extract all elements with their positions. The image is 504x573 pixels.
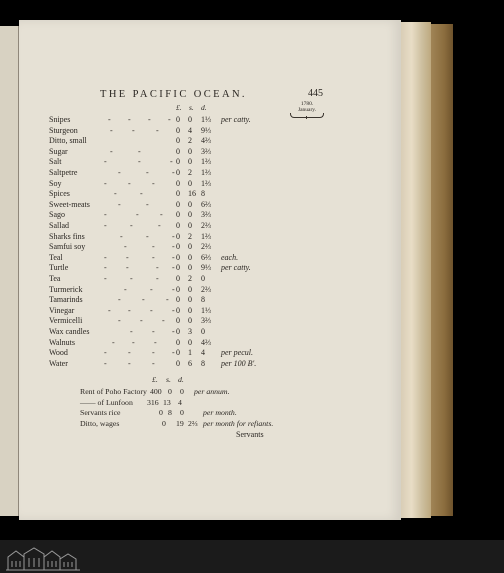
leader-dash: - (132, 125, 135, 135)
table-row (0, 253, 382, 263)
price-note: per catty. (221, 263, 251, 273)
pence-value: 1⅔ (201, 157, 211, 167)
shillings-value: 0 (188, 146, 192, 156)
leader-dash: - (104, 252, 107, 262)
rent-head-pence: d. (178, 375, 184, 384)
leader-dash: - (114, 189, 117, 199)
item-name: Turtle (49, 263, 69, 273)
shillings-value: 0 (188, 263, 192, 273)
pence-value: 2⅔ (201, 221, 211, 230)
leader-dash: - (148, 115, 151, 124)
column-head-shillings: s. (189, 103, 194, 112)
table-row (0, 274, 382, 284)
rent-pounds: 0 (162, 419, 166, 428)
pounds-value: 0 (176, 146, 180, 156)
item-name: Wax candles (49, 327, 90, 336)
running-head: THE PACIFIC OCEAN. (100, 89, 247, 100)
item-name: Sago (49, 210, 65, 220)
rent-shillings: 8 (168, 408, 172, 417)
leader-dash: - (104, 210, 107, 220)
shillings-value: 2 (188, 274, 192, 283)
item-name: Sturgeon (49, 125, 78, 135)
column-head-pence: d. (201, 103, 207, 112)
shillings-value: 0 (188, 115, 192, 124)
leader-dash: - (128, 358, 131, 368)
leader-dash: - (128, 305, 131, 315)
price-note: each. (221, 252, 239, 262)
pounds-value: 0 (176, 136, 180, 146)
table-row (0, 338, 382, 348)
rent-note: per month for refiants. (203, 419, 274, 428)
item-name: Vermicelli (49, 316, 83, 326)
rent-head-pounds: £. (152, 375, 158, 384)
pence-value: 1⅓ (201, 115, 211, 124)
shillings-value: 16 (188, 189, 196, 199)
leader-dash: - (160, 210, 163, 220)
table-row (0, 285, 382, 295)
leader-dash: - (152, 178, 155, 188)
leader-dash: - (152, 327, 155, 336)
leader-dash: - (152, 252, 155, 262)
library-building-logo (4, 545, 82, 572)
pounds-value: 0 (176, 327, 180, 336)
rent-label: —— of Lunfoon (80, 398, 133, 407)
shillings-value: 2 (188, 136, 192, 146)
book-cover-edge (431, 24, 453, 516)
pounds-value: 0 (176, 168, 180, 177)
pounds-value: 0 (176, 157, 180, 167)
leader-dash: - (130, 327, 133, 336)
pounds-value: 0 (176, 231, 180, 241)
pounds-value: 0 (176, 178, 180, 188)
item-name: Teal (49, 252, 63, 262)
rent-pence: 0 (180, 408, 184, 417)
shillings-value: 0 (188, 199, 192, 209)
marginal-month: January. (297, 107, 317, 113)
pence-value: 3⅔ (201, 316, 211, 326)
leader-dash: - (172, 168, 175, 177)
pence-value: 1⅓ (201, 305, 211, 315)
pounds-value: 0 (176, 263, 180, 273)
rent-note: per annum. (194, 387, 230, 396)
table-row (0, 200, 382, 210)
table-row (0, 316, 382, 326)
item-name: Sweet-meats (49, 199, 90, 209)
rent-label: Servants rice (80, 408, 121, 417)
rent-note: per month. (203, 408, 237, 417)
catchword: Servants (236, 430, 264, 439)
pounds-value: 0 (176, 337, 180, 347)
leader-dash: - (152, 242, 155, 252)
pence-value: 8 (201, 189, 205, 199)
table-row (0, 221, 382, 231)
pence-value: 4⅔ (201, 136, 211, 146)
leader-dash: - (168, 115, 171, 124)
leader-dash: - (108, 305, 111, 315)
pounds-value: 0 (176, 199, 180, 209)
leader-dash: - (104, 348, 107, 358)
leader-dash: - (154, 337, 157, 347)
rent-pounds: 0 (159, 408, 163, 417)
table-row (0, 115, 382, 125)
item-name: Sugar (49, 146, 68, 156)
pounds-value: 0 (176, 274, 180, 283)
leader-dash: - (138, 157, 141, 167)
leader-dash: - (132, 337, 135, 347)
rent-shillings: 13 (163, 398, 171, 407)
shillings-value: 3 (188, 327, 192, 336)
rent-pence: 0 (180, 387, 184, 396)
item-name: Spices (49, 189, 70, 199)
rent-label: Ditto, wages (80, 419, 120, 428)
rent-pounds: 400 (150, 387, 162, 396)
shillings-value: 2 (188, 168, 192, 177)
table-row (0, 189, 382, 199)
item-name: Soy (49, 178, 62, 188)
leader-dash: - (172, 263, 175, 273)
pounds-value: 0 (176, 316, 180, 326)
shillings-value: 2 (188, 231, 192, 241)
leader-dash: - (104, 263, 107, 273)
table-row (0, 126, 382, 136)
leader-dash: - (172, 327, 175, 336)
leader-dash: - (130, 221, 133, 230)
leader-dash: - (166, 295, 169, 305)
rent-shillings: 0 (168, 387, 172, 396)
pence-value: 3⅔ (201, 146, 211, 156)
item-name: Walnuts (49, 337, 76, 347)
leader-dash: - (104, 178, 107, 188)
marginal-year: 1780. (300, 101, 314, 107)
shillings-value: 6 (188, 358, 192, 368)
leader-dash: - (150, 284, 153, 294)
shillings-value: 0 (188, 316, 192, 326)
shillings-value: 0 (188, 337, 192, 347)
leader-dash: - (120, 231, 123, 241)
leader-dash: - (136, 210, 139, 220)
shillings-value: 0 (188, 210, 192, 220)
item-name: Sharks fins (49, 231, 85, 241)
pence-value: 0 (201, 274, 205, 283)
rent-label: Rent of Poho Factory (80, 387, 147, 396)
table-row (0, 136, 382, 146)
leader-dash: - (142, 295, 145, 305)
table-row (0, 210, 382, 220)
leader-dash: - (140, 316, 143, 326)
item-name: Saltpetre (49, 168, 78, 177)
marginal-date-note (292, 101, 322, 113)
leader-dash: - (172, 348, 175, 358)
table-row (0, 306, 382, 316)
pence-value: 4⅔ (201, 337, 211, 347)
leader-dash: - (140, 189, 143, 199)
shillings-value: 0 (188, 221, 192, 230)
leader-dash: - (172, 252, 175, 262)
table-row (0, 359, 382, 369)
leader-dash: - (118, 295, 121, 305)
pounds-value: 0 (176, 348, 180, 358)
leader-dash: - (126, 252, 129, 262)
rent-pounds: 316 (147, 398, 159, 407)
page-fore-edge (401, 22, 431, 518)
shillings-value: 0 (188, 242, 192, 252)
pounds-value: 0 (176, 115, 180, 124)
pence-value: 2⅔ (201, 242, 211, 252)
rent-shillings: 19 (176, 419, 184, 428)
leader-dash: - (152, 348, 155, 358)
shillings-value: 0 (188, 252, 192, 262)
rent-head-shillings: s. (166, 375, 171, 384)
pounds-value: 0 (176, 242, 180, 252)
pence-value: 1⅔ (201, 178, 211, 188)
leader-dash: - (110, 146, 113, 156)
leader-dash: - (118, 168, 121, 177)
price-note: per 100 B'. (221, 358, 257, 368)
price-note: per catty. (221, 115, 251, 124)
leader-dash: - (128, 178, 131, 188)
item-name: Salt (49, 157, 62, 167)
rent-pence: 2⅔ (188, 419, 198, 428)
pounds-value: 0 (176, 210, 180, 220)
pounds-value: 0 (176, 305, 180, 315)
shillings-value: 0 (188, 178, 192, 188)
pounds-value: 0 (176, 358, 180, 368)
shillings-value: 0 (188, 284, 192, 294)
shillings-value: 0 (188, 305, 192, 315)
item-name: Sallad (49, 221, 69, 230)
leader-dash: - (146, 231, 149, 241)
pence-value: 3⅔ (201, 210, 211, 220)
pence-value: 6⅔ (201, 199, 211, 209)
price-note: per pecul. (221, 348, 253, 358)
leader-dash: - (146, 199, 149, 209)
item-name: Snipes (49, 115, 71, 124)
leader-dash: - (172, 231, 175, 241)
leader-dash: - (124, 242, 127, 252)
leader-dash: - (156, 274, 159, 283)
table-row (0, 157, 382, 167)
shillings-value: 1 (188, 348, 192, 358)
leader-dash: - (156, 263, 159, 273)
table-row (0, 327, 382, 337)
leader-dash: - (112, 337, 115, 347)
pounds-value: 0 (176, 221, 180, 230)
leader-dash: - (126, 263, 129, 273)
pence-value: 6⅔ (201, 252, 211, 262)
leader-dash: - (138, 146, 141, 156)
pence-value: 1⅔ (201, 168, 211, 177)
leader-dash: - (104, 221, 107, 230)
leader-dash: - (118, 199, 121, 209)
table-row (0, 168, 382, 178)
pounds-value: 0 (176, 189, 180, 199)
leader-dash: - (146, 168, 149, 177)
shillings-value: 0 (188, 295, 192, 305)
leader-dash: - (110, 125, 113, 135)
table-row (0, 232, 382, 242)
pence-value: 8 (201, 358, 205, 368)
leader-dash: - (104, 157, 107, 167)
pounds-value: 0 (176, 125, 180, 135)
shillings-value: 4 (188, 125, 192, 135)
item-name: Turmerick (49, 284, 83, 294)
rent-pence: 4 (178, 398, 182, 407)
pounds-value: 0 (176, 252, 180, 262)
column-head-pounds: £. (176, 103, 182, 112)
leader-dash: - (124, 284, 127, 294)
leader-dash: - (104, 274, 107, 283)
pounds-value: 0 (176, 284, 180, 294)
table-row (0, 295, 382, 305)
pence-value: 8 (201, 295, 205, 305)
pounds-value: 0 (176, 295, 180, 305)
pence-value: 4 (201, 348, 205, 358)
leader-dash: - (158, 221, 161, 230)
leader-dash: - (156, 125, 159, 135)
table-row (0, 147, 382, 157)
leader-dash: - (172, 284, 175, 294)
item-name: Water (49, 358, 68, 368)
item-name: Samfui soy (49, 242, 86, 252)
leader-dash: - (130, 274, 133, 283)
pence-value: 1⅔ (201, 231, 211, 241)
item-name: Wood (49, 348, 68, 358)
pence-value: 9⅓ (201, 263, 211, 273)
item-name: Ditto, small (49, 136, 87, 146)
pence-value: 9⅓ (201, 125, 211, 135)
leader-dash: - (162, 316, 165, 326)
shillings-value: 0 (188, 157, 192, 167)
leader-dash: - (172, 242, 175, 252)
leader-dash: - (128, 115, 131, 124)
table-row (0, 242, 382, 252)
leader-dash: - (108, 115, 111, 124)
leader-dash: - (172, 305, 175, 315)
table-row (0, 348, 382, 358)
table-row (0, 263, 382, 273)
item-name: Vinegar (49, 305, 75, 315)
leader-dash: - (170, 157, 173, 167)
leader-dash: - (150, 305, 153, 315)
leader-dash: - (104, 358, 107, 368)
pence-value: 2⅔ (201, 284, 211, 294)
item-name: Tamarinds (49, 295, 83, 305)
item-name: Tea (49, 274, 61, 283)
pence-value: 0 (201, 327, 205, 336)
leader-dash: - (128, 348, 131, 358)
page-number: 445 (308, 88, 323, 99)
leader-dash: - (152, 358, 155, 368)
table-row (0, 179, 382, 189)
leader-dash: - (118, 316, 121, 326)
